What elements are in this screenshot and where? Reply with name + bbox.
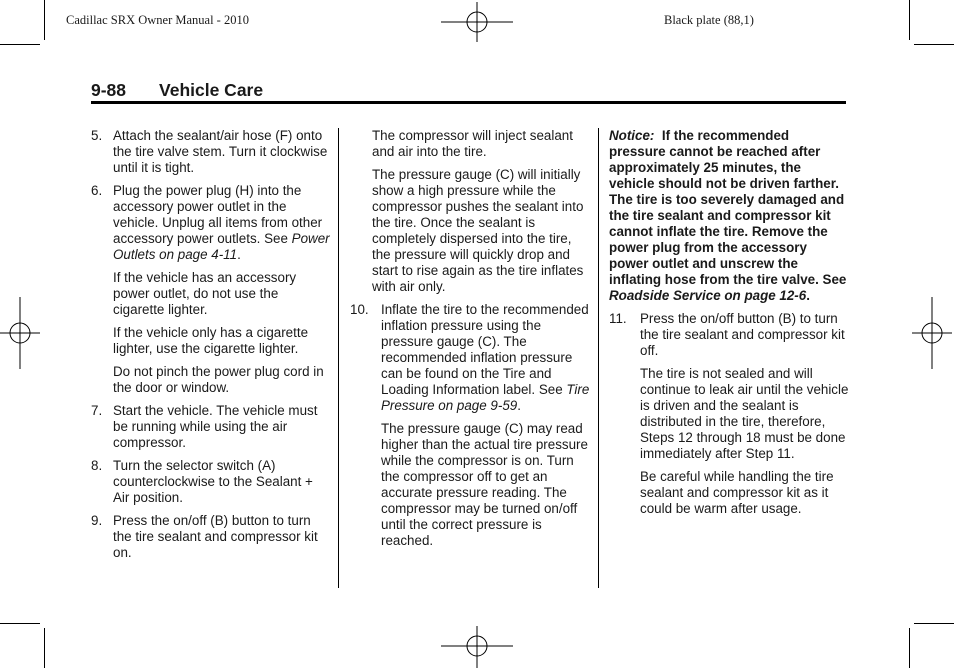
step-text: Plug the power plug (H) into the accessory power outlet in the vehicle. Unplug all items from other accessory power outlets. See bbox=[113, 183, 323, 246]
step-text: Start the vehicle. The vehicle must be running while using the air compressor. bbox=[113, 403, 318, 450]
step-number: 8. bbox=[91, 458, 103, 473]
step-10 bbox=[348, 302, 590, 414]
step-number: 5. bbox=[91, 128, 103, 143]
header-manual-title: Cadillac SRX Owner Manual - 2010 bbox=[66, 13, 249, 27]
step-11-note-1: The tire is not sealed and will continue to leak air until the vehicle is driven and the sealant is distributed in the tire, therefore, Steps 12 through 18 must be done immediately after Step 11. bbox=[640, 366, 849, 461]
crop-mark-top-right-h bbox=[914, 44, 954, 45]
registration-mark-right-icon bbox=[912, 297, 952, 369]
step-9-note-1: The compressor will inject sealant and air into the tire. bbox=[372, 128, 573, 159]
cross-reference-link[interactable]: Roadside Service on page 12‑6 bbox=[609, 288, 807, 303]
column-3 bbox=[609, 128, 849, 524]
step-5 bbox=[91, 128, 331, 176]
step-text: Inflate the tire to the recommended inflation pressure using the pressure gauge (C). The recommended inflation pressure can be found on the Tire and Loading Information label. See bbox=[381, 302, 589, 397]
crop-mark-top-left-h bbox=[0, 44, 40, 45]
step-text: Press the on/off button (B) to turn the tire sealant and compressor kit off. bbox=[640, 311, 845, 358]
step-7 bbox=[91, 403, 331, 451]
crop-mark-bottom-right-h bbox=[914, 623, 954, 624]
step-11 bbox=[609, 311, 849, 359]
step-9 bbox=[91, 513, 331, 561]
notice-label: Notice: bbox=[609, 128, 655, 143]
crop-mark-bottom-left-v bbox=[44, 628, 45, 668]
registration-mark-left-icon bbox=[0, 297, 40, 369]
step-9-note-2: The pressure gauge (C) will initially show a high pressure while the compressor pushes the sealant into the tire. Once the sealant is completely dispersed into the tire, the pressure will quickly drop and start to rise again as the tire inflates with air only. bbox=[372, 167, 584, 294]
title-rule bbox=[91, 101, 846, 104]
step-number: 11. bbox=[609, 311, 627, 326]
step-6-note-3: Do not pinch the power plug cord in the door or window. bbox=[113, 364, 324, 395]
section-title: Vehicle Care bbox=[159, 80, 264, 100]
column-divider-1 bbox=[338, 128, 339, 588]
step-6 bbox=[91, 183, 331, 263]
notice-text: If the recommended pressure cannot be reached after approximately 25 minutes, the vehicle should not be driven farther. The tire is too severely damaged and the tire sealant and compressor kit cannot inflate the tire. Remove the power plug from the accessory power outlet and unscrew the inflating hose from the tire valve. See bbox=[609, 128, 847, 287]
step-text: Attach the sealant/air hose (F) onto the tire valve stem. Turn it clockwise until it is tight. bbox=[113, 128, 328, 175]
step-6-note-1: If the vehicle has an accessory power outlet, do not use the cigarette lighter. bbox=[113, 270, 297, 317]
cross-reference-link[interactable]: Power Outlets on page 4‑11 bbox=[113, 231, 330, 262]
column-2 bbox=[348, 128, 590, 556]
section-heading bbox=[91, 80, 263, 101]
crop-mark-bottom-right-v bbox=[909, 628, 910, 668]
column-1 bbox=[91, 128, 331, 568]
step-text-end: . bbox=[517, 398, 521, 413]
step-number: 7. bbox=[91, 403, 103, 418]
step-8 bbox=[91, 458, 331, 506]
step-text: Turn the selector switch (A) counterclockwise to the Sealant + Air position. bbox=[113, 458, 313, 505]
step-10-note: The pressure gauge (C) may read higher than the actual tire pressure while the compressor is on. Turn the compressor off to get an accurate pressure reading. The compressor may be turned on/off until the correct pressure is reached. bbox=[381, 421, 588, 548]
step-text-end: . bbox=[237, 247, 241, 262]
crop-mark-top-left-v bbox=[44, 0, 45, 40]
notice-text-end: . bbox=[806, 288, 810, 303]
crop-mark-bottom-left-h bbox=[0, 623, 40, 624]
step-number: 10. bbox=[350, 302, 369, 317]
step-11-note-2: Be careful while handling the tire sealant and compressor kit as it could be warm after usage. bbox=[640, 469, 834, 516]
page-number: 9-88 bbox=[91, 80, 127, 100]
cross-reference-link[interactable]: Tire Pressure on page 9‑59 bbox=[381, 382, 590, 413]
step-number: 9. bbox=[91, 513, 103, 528]
crop-mark-top-right-v bbox=[909, 0, 910, 40]
registration-mark-bottom-icon bbox=[441, 626, 513, 668]
step-text: Press the on/off (B) button to turn the tire sealant and compressor kit on. bbox=[113, 513, 318, 560]
header-plate-label: Black plate (88,1) bbox=[664, 13, 754, 27]
step-number: 6. bbox=[91, 183, 103, 198]
step-6-note-2: If the vehicle only has a cigarette lighter, use the cigarette lighter. bbox=[113, 325, 309, 356]
registration-mark-top-icon bbox=[441, 2, 513, 42]
notice-block bbox=[609, 128, 849, 304]
column-divider-2 bbox=[598, 128, 599, 588]
